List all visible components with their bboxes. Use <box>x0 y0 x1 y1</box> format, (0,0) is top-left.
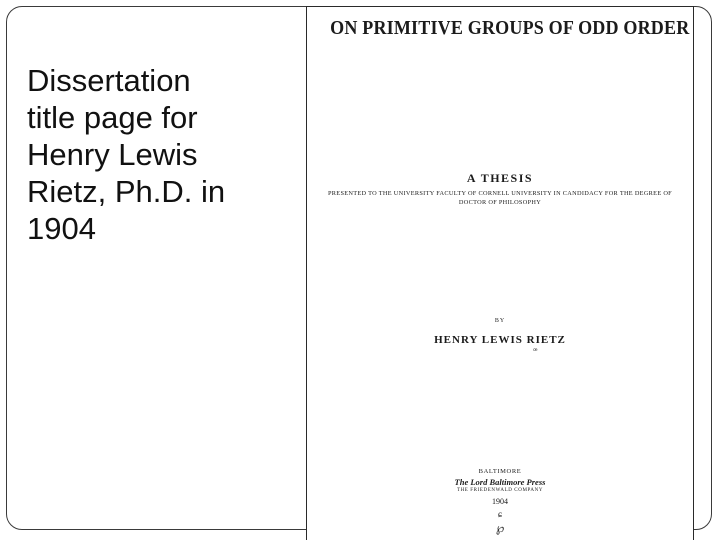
ink-mark: ꟹ <box>533 347 538 355</box>
publisher-name: The Lord Baltimore Press <box>454 477 546 487</box>
publication-year: 1904 <box>492 497 508 506</box>
title-page-scan <box>306 6 694 540</box>
slide-caption: Dissertation title page for Henry Lewis Rietz, Ph.D. in 1904 <box>27 63 226 246</box>
thesis-title: ON PRIMITIVE GROUPS OF ODD ORDER <box>330 17 690 39</box>
presented-text: PRESENTED TO THE UNIVERSITY FACULTY OF CORNELL UNIVERSITY IN CANDIDACY FOR THE DEGREE OF DOCTOR OF PHILOSOPHY <box>328 190 672 206</box>
ornament-mark: ɕ <box>498 509 502 519</box>
publisher-company: THE FRIEDENWALD COMPANY <box>456 488 544 493</box>
author-name: HENRY LEWIS RIETZ <box>434 334 566 346</box>
thesis-label: A THESIS <box>466 171 534 185</box>
by-label: BY <box>494 318 506 324</box>
handwritten-mark: ℘ <box>495 521 505 535</box>
publication-place: BALTIMORE <box>478 468 522 475</box>
